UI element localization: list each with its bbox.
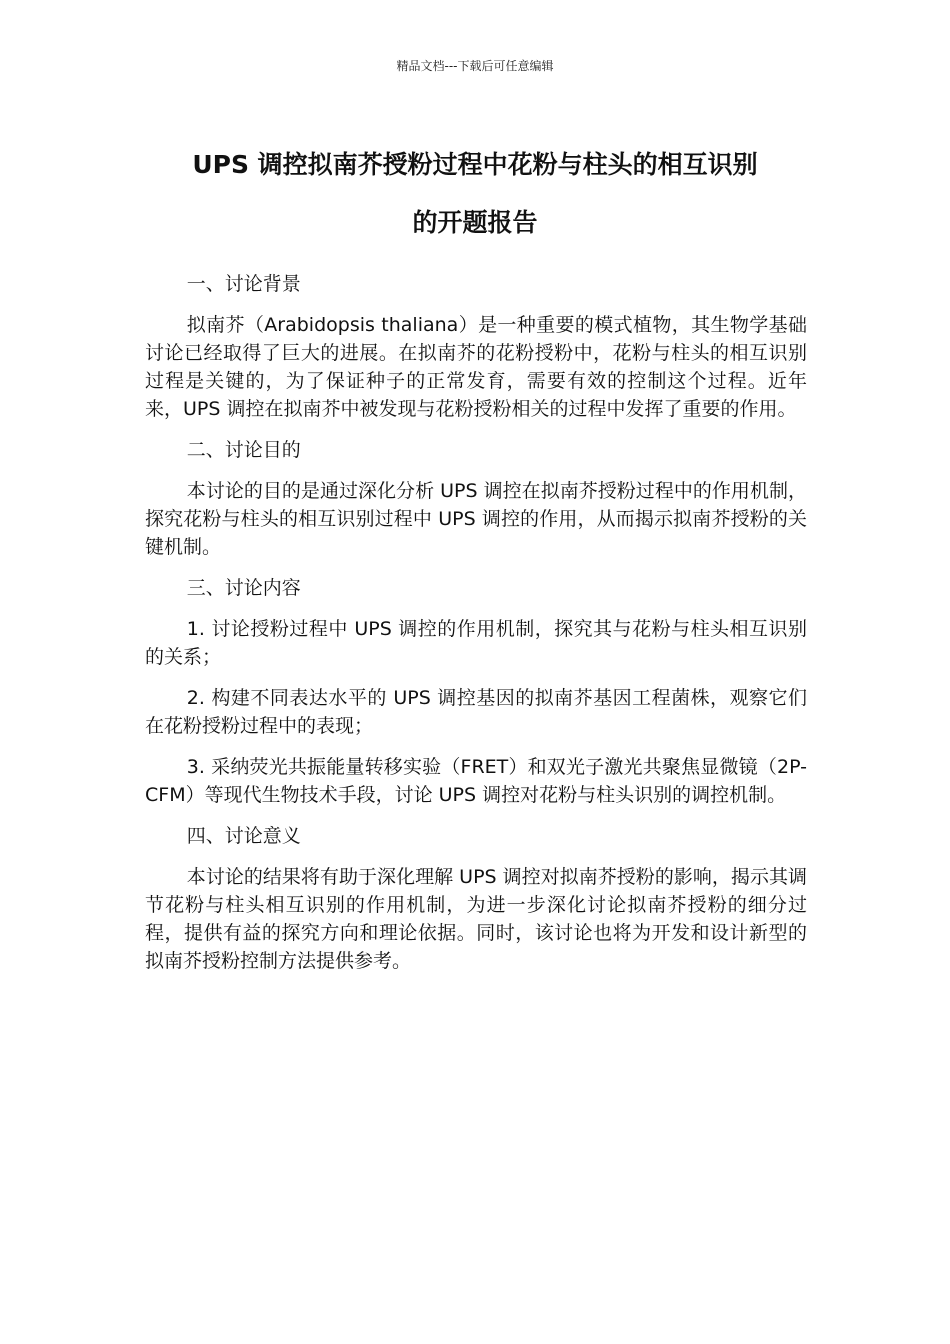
title-line-1: UPS 调控拟南芥授粉过程中花粉与柱头的相互识别	[192, 150, 758, 179]
document-title	[130, 136, 820, 252]
header-note: 精品文档---下载后可任意编辑	[396, 59, 554, 73]
content-item-3: 3. 采纳荧光共振能量转移实验（FRET）和双光子激光共聚焦显微镜（2P-CFM）等现代生物技术手段，讨论 UPS 调控对花粉与柱头识别的调控机制。	[145, 756, 807, 806]
document-body	[145, 270, 807, 988]
content-item-1: 1. 讨论授粉过程中 UPS 调控的作用机制，探究其与花粉与柱头相互识别的关系；	[145, 618, 807, 668]
section-text-purpose: 本讨论的目的是通过深化分析 UPS 调控在拟南芥授粉过程中的作用机制，探究花粉与柱头的相互识别过程中 UPS 调控的作用，从而揭示拟南芥授粉的关键机制。	[145, 480, 807, 558]
section-heading-content: 三、讨论内容	[186, 577, 301, 599]
title-line-2: 的开题报告	[412, 208, 538, 237]
section-heading-purpose: 二、讨论目的	[186, 439, 301, 461]
section-text-significance: 本讨论的结果将有助于深化理解 UPS 调控对拟南芥授粉的影响，揭示其调节花粉与柱头相互识别的作用机制，为进一步深化讨论拟南芥授粉的细分过程，提供有益的探究方向和理论依据。同时，该讨论也将为开发和设计新型的拟南芥授粉控制方法提供参考。	[145, 866, 807, 972]
section-heading-background: 一、讨论背景	[186, 273, 301, 295]
content-item-2: 2. 构建不同表达水平的 UPS 调控基因的拟南芥基因工程菌株，观察它们在花粉授粉过程中的表现；	[145, 687, 807, 737]
section-heading-significance: 四、讨论意义	[186, 825, 301, 847]
section-text-background: 拟南芥（Arabidopsis thaliana）是一种重要的模式植物，其生物学基础讨论已经取得了巨大的进展。在拟南芥的花粉授粉中，花粉与柱头的相互识别过程是关键的，为了保证种子的正常发育，需要有效的控制这个过程。近年来，UPS 调控在拟南芥中被发现与花粉授粉相关的过程中发挥了重要的作用。	[145, 314, 807, 420]
